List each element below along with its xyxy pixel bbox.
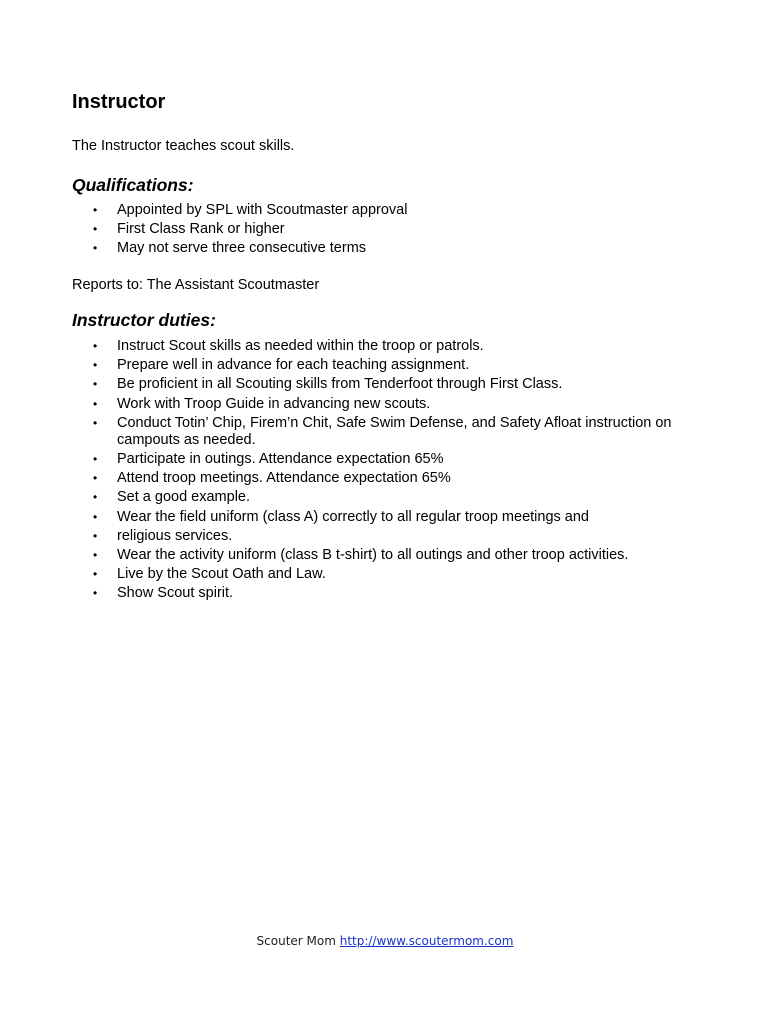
footer-link[interactable]: http://www.scoutermom.com [339, 934, 514, 948]
list-item [72, 566, 712, 583]
list-item [72, 240, 712, 257]
list-item-text: Conduct Totin’ Chip, Firem’n Chit, Safe Swim Defense, and Safety Afloat instruction on campouts as needed. [117, 414, 672, 448]
list-item [72, 585, 712, 602]
intro-text: The Instructor teaches scout skills. [72, 138, 295, 154]
bullet-icon: • [93, 471, 98, 486]
list-item-text: Wear the activity uniform (class B t-shirt) to all outings and other troop activities. [117, 546, 629, 563]
list-item [72, 221, 712, 238]
list-item [72, 415, 712, 449]
bullet-icon: • [93, 567, 98, 582]
list-item-text: Live by the Scout Oath and Law. [117, 566, 326, 583]
list-item-text: Work with Troop Guide in advancing new scouts. [117, 395, 431, 412]
bullet-icon: • [93, 451, 98, 466]
reports-to-text: Reports to: The Assistant Scoutmaster [72, 277, 320, 293]
bullet-icon: • [93, 509, 98, 524]
list-item-text: religious services. [117, 527, 233, 544]
list-item-text: Participate in outings. Attendance expectation 65% [117, 450, 444, 467]
list-item-text: Set a good example. [117, 489, 251, 506]
list-item [72, 376, 712, 393]
list-item-text: Instruct Scout skills as needed within the troop or patrols. [117, 338, 484, 354]
list-item-text: Attend troop meetings. Attendance expectation 65% [117, 470, 451, 487]
list-item-text: Be proficient in all Scouting skills from Tenderfoot through First Class. [117, 376, 563, 393]
bullet-icon: • [93, 241, 98, 256]
list-item-text: Show Scout spirit. [117, 585, 234, 602]
footer-text: Scouter Mom [256, 934, 336, 948]
list-item [72, 489, 712, 506]
list-item-text: First Class Rank or higher [117, 221, 285, 238]
list-item [72, 547, 712, 564]
bullet-icon: • [93, 396, 98, 411]
list-item-text: Prepare well in advance for each teaching assignment. [117, 357, 470, 374]
bullet-icon: • [93, 339, 98, 353]
bullet-icon: • [93, 222, 98, 237]
bullet-icon: • [93, 528, 98, 543]
list-item [72, 470, 712, 487]
qualifications-heading: Qualifications: [72, 175, 194, 195]
bullet-icon: • [93, 547, 98, 562]
bullet-icon: • [93, 358, 98, 373]
list-item [72, 357, 712, 374]
page-footer [0, 933, 770, 949]
duties-heading: Instructor duties: [72, 310, 216, 330]
list-item [72, 338, 712, 355]
list-item-text: Wear the field uniform (class A) correctly to all regular troop meetings and [117, 508, 589, 525]
bullet-icon: • [93, 377, 98, 392]
list-item-text: May not serve three consecutive terms [117, 240, 367, 257]
bullet-icon: • [93, 415, 98, 430]
qualifications-list [72, 202, 712, 260]
duties-list [72, 338, 712, 604]
list-item-text: Appointed by SPL with Scoutmaster approval [117, 202, 408, 218]
bullet-icon: • [93, 586, 98, 601]
list-item [72, 396, 712, 413]
list-item [72, 528, 712, 545]
bullet-icon: • [93, 203, 98, 217]
list-item [72, 202, 712, 219]
page-title: Instructor [72, 91, 166, 113]
bullet-icon: • [93, 490, 98, 505]
list-item [72, 509, 712, 526]
list-item [72, 451, 712, 468]
